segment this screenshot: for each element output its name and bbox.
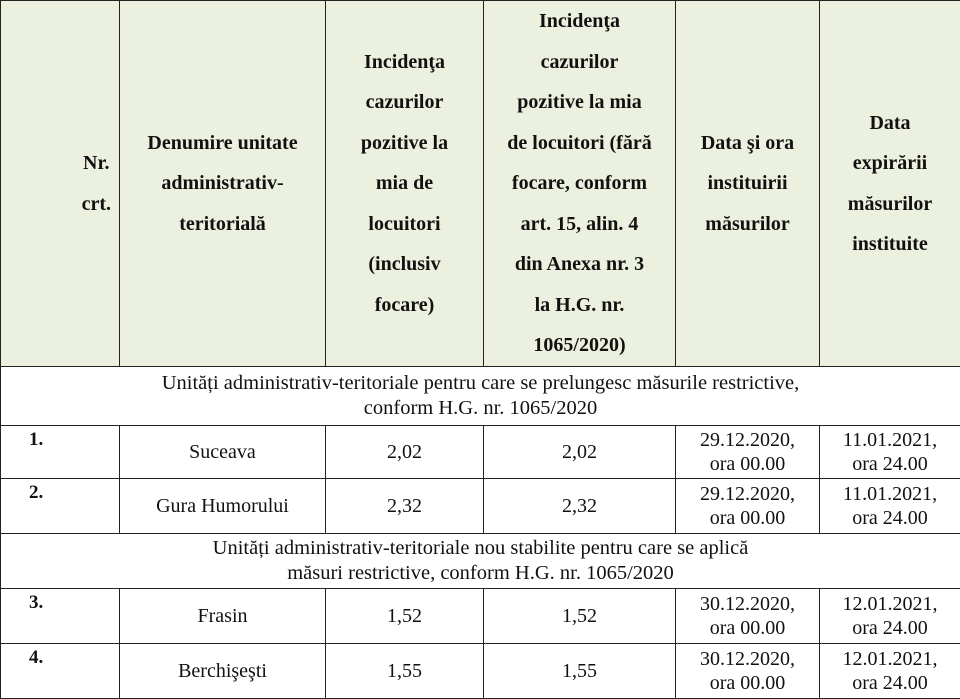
- row-incidence-inclusiv: 1,55: [326, 644, 484, 699]
- time-text: ora 24.00: [824, 452, 956, 476]
- date-text: 11.01.2021,: [824, 428, 956, 452]
- row-end-date: [820, 589, 960, 644]
- header-text: Incidenţa: [330, 42, 479, 83]
- time-text: ora 00.00: [680, 671, 815, 695]
- time-text: ora 24.00: [824, 506, 956, 530]
- header-text: cazurilor: [330, 82, 479, 123]
- header-text: (inclusiv: [330, 244, 479, 285]
- section-text: Unități administrativ-teritoriale nou stabilite pentru care se aplică: [5, 536, 956, 561]
- row-number: 2.: [1, 479, 120, 534]
- row-number: 3.: [1, 589, 120, 644]
- header-nr-crt: [1, 1, 120, 367]
- date-text: 12.01.2021,: [824, 592, 956, 616]
- table-row: [1, 426, 960, 479]
- header-text: Data şi ora: [680, 123, 815, 164]
- header-text: pozitive la: [330, 123, 479, 164]
- header-denumire: [120, 1, 326, 367]
- header-text: la H.G. nr.: [488, 285, 671, 326]
- section-text: conform H.G. nr. 1065/2020: [5, 396, 956, 421]
- header-text: locuitori: [330, 204, 479, 245]
- header-text: teritorială: [124, 204, 321, 245]
- date-text: 30.12.2020,: [680, 647, 815, 671]
- section-nou-stabilite: [1, 534, 960, 589]
- header-text: din Anexa nr. 3: [488, 244, 671, 285]
- date-text: 30.12.2020,: [680, 592, 815, 616]
- row-incidence-fara: 1,55: [484, 644, 676, 699]
- row-number: 4.: [1, 644, 120, 699]
- date-text: 29.12.2020,: [680, 482, 815, 506]
- header-text: administrativ-: [124, 163, 321, 204]
- date-text: 29.12.2020,: [680, 428, 815, 452]
- section-row: [1, 534, 960, 589]
- time-text: ora 00.00: [680, 506, 815, 530]
- row-incidence-inclusiv: 2,02: [326, 426, 484, 479]
- row-incidence-inclusiv: 2,32: [326, 479, 484, 534]
- time-text: ora 00.00: [680, 452, 815, 476]
- time-text: ora 24.00: [824, 671, 956, 695]
- row-name: Berchişeşti: [120, 644, 326, 699]
- table-row: [1, 479, 960, 534]
- row-name: Gura Humorului: [120, 479, 326, 534]
- row-incidence-inclusiv: 1,52: [326, 589, 484, 644]
- header-text: de locuitori (fără: [488, 123, 671, 164]
- header-text: cazurilor: [488, 42, 671, 83]
- header-text: art. 15, alin. 4: [488, 204, 671, 245]
- header-text: Incidenţa: [488, 1, 671, 42]
- row-incidence-fara: 2,32: [484, 479, 676, 534]
- row-end-date: [820, 426, 960, 479]
- date-text: 11.01.2021,: [824, 482, 956, 506]
- row-start-date: [676, 479, 820, 534]
- row-end-date: [820, 644, 960, 699]
- header-text: pozitive la mia: [488, 82, 671, 123]
- row-start-date: [676, 644, 820, 699]
- row-start-date: [676, 589, 820, 644]
- header-text: crt.: [82, 184, 111, 225]
- header-text: focare): [330, 285, 479, 326]
- header-data-expirarii: [820, 1, 960, 367]
- section-text: măsuri restrictive, conform H.G. nr. 1065/2020: [5, 561, 956, 586]
- header-text: Denumire unitate: [124, 123, 321, 164]
- header-row: [1, 1, 960, 367]
- header-text: Data: [824, 103, 956, 144]
- row-name: Frasin: [120, 589, 326, 644]
- time-text: ora 00.00: [680, 616, 815, 640]
- header-text: instituite: [824, 224, 956, 265]
- date-text: 12.01.2021,: [824, 647, 956, 671]
- table-row: [1, 644, 960, 699]
- header-text: expirării: [824, 143, 956, 184]
- header-incidenta-inclusiv: [326, 1, 484, 367]
- header-text: măsurilor: [824, 184, 956, 225]
- header-text: mia de: [330, 163, 479, 204]
- time-text: ora 24.00: [824, 616, 956, 640]
- row-start-date: [676, 426, 820, 479]
- header-data-instituirii: [676, 1, 820, 367]
- header-incidenta-fara-focare: [484, 1, 676, 367]
- section-text: Unități administrativ-teritoriale pentru care se prelungesc măsurile restrictive,: [5, 371, 956, 396]
- header-text: măsurilor: [680, 204, 815, 245]
- section-prelungite: [1, 367, 960, 426]
- row-incidence-fara: 1,52: [484, 589, 676, 644]
- header-text: instituirii: [680, 163, 815, 204]
- header-text: Nr.: [82, 143, 111, 184]
- row-incidence-fara: 2,02: [484, 426, 676, 479]
- row-number: 1.: [1, 426, 120, 479]
- row-end-date: [820, 479, 960, 534]
- table-row: [1, 589, 960, 644]
- section-row: [1, 367, 960, 426]
- header-text: 1065/2020): [488, 325, 671, 366]
- row-name: Suceava: [120, 426, 326, 479]
- header-text: focare, conform: [488, 163, 671, 204]
